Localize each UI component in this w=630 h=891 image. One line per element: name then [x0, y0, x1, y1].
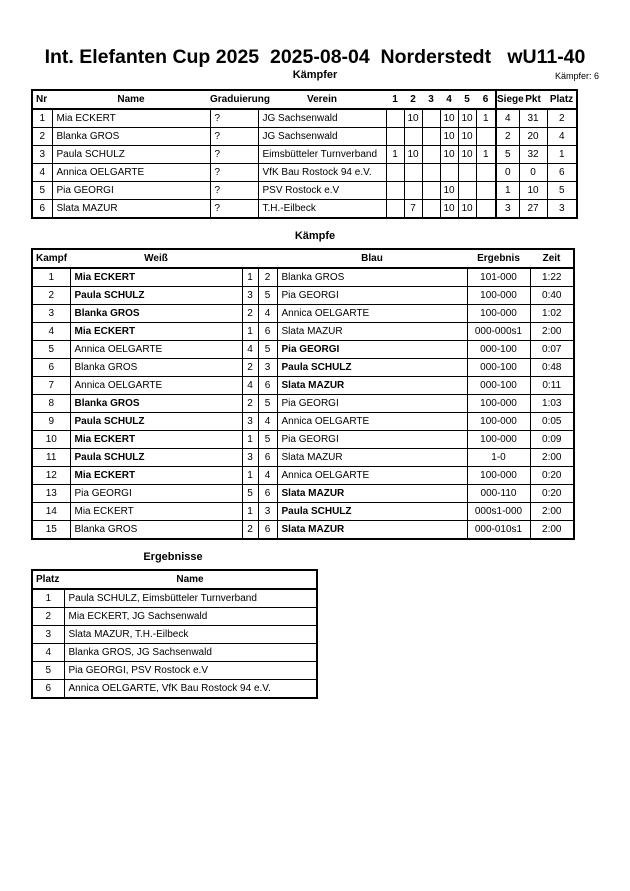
fighter-pkt: 31 — [519, 109, 547, 128]
fight-nr: 14 — [32, 503, 70, 521]
fighter-siege: 3 — [496, 200, 519, 219]
results-header-row — [32, 570, 317, 589]
fight-row — [32, 431, 574, 449]
fight-white: Mia ECKERT — [70, 431, 242, 449]
fighter-score-3 — [422, 146, 440, 164]
fighter-score-4: 10 — [440, 109, 458, 128]
fight-blue: Slata MAZUR — [277, 323, 467, 341]
fighter-score-2 — [404, 164, 422, 182]
result-name: Mia ECKERT, JG Sachsenwald — [64, 608, 317, 626]
fight-blue-nr: 3 — [258, 359, 277, 377]
fighter-siege: 2 — [496, 128, 519, 146]
fight-white-nr: 1 — [242, 323, 258, 341]
fight-result: 000-100 — [467, 377, 530, 395]
fight-white: Mia ECKERT — [70, 467, 242, 485]
fight-white-nr: 2 — [242, 521, 258, 540]
fight-time: 2:00 — [530, 521, 574, 540]
fight-nr: 13 — [32, 485, 70, 503]
fighter-score-3 — [422, 182, 440, 200]
fight-blue-nr: 6 — [258, 323, 277, 341]
result-platz: 6 — [32, 680, 64, 699]
fight-nr: 2 — [32, 287, 70, 305]
fight-blue: Slata MAZUR — [277, 485, 467, 503]
fight-blue-nr: 2 — [258, 268, 277, 287]
fight-row — [32, 467, 574, 485]
fight-time: 0:11 — [530, 377, 574, 395]
fight-row — [32, 268, 574, 287]
col-graduierung: Graduierung — [210, 90, 258, 109]
fight-white-nr: 1 — [242, 467, 258, 485]
fighter-pkt: 10 — [519, 182, 547, 200]
fight-row — [32, 503, 574, 521]
fight-row — [32, 485, 574, 503]
fight-result: 100-000 — [467, 467, 530, 485]
col-blau: Blau — [277, 249, 467, 268]
fight-row — [32, 359, 574, 377]
fight-blue-nr: 4 — [258, 413, 277, 431]
fighter-verein: JG Sachsenwald — [258, 109, 386, 128]
fight-result: 100-000 — [467, 431, 530, 449]
fighter-platz: 4 — [547, 128, 577, 146]
fighter-pkt: 0 — [519, 164, 547, 182]
col-siege: Siege — [496, 90, 519, 109]
fight-white-nr: 2 — [242, 359, 258, 377]
fighter-graduierung: ? — [210, 164, 258, 182]
fight-time: 0:40 — [530, 287, 574, 305]
fight-white-nr: 5 — [242, 485, 258, 503]
fight-blue: Annica OELGARTE — [277, 305, 467, 323]
fighter-row — [32, 146, 577, 164]
col-3: 3 — [422, 90, 440, 109]
fight-time: 1:03 — [530, 395, 574, 413]
fighter-pkt: 27 — [519, 200, 547, 219]
fights-table — [31, 248, 575, 540]
col-kampf: Kampf — [32, 249, 70, 268]
fighter-score-4: 10 — [440, 128, 458, 146]
fighter-score-6: 1 — [476, 146, 496, 164]
col-weiss: Weiß — [70, 249, 242, 268]
fight-blue: Annica OELGARTE — [277, 467, 467, 485]
col-1: 1 — [386, 90, 404, 109]
fight-white-nr: 3 — [242, 413, 258, 431]
result-row — [32, 680, 317, 699]
fighter-score-1: 1 — [386, 146, 404, 164]
fight-time: 2:00 — [530, 449, 574, 467]
fight-white-nr: 3 — [242, 449, 258, 467]
fight-nr: 6 — [32, 359, 70, 377]
fight-row — [32, 395, 574, 413]
fighter-verein: VfK Bau Rostock 94 e.V. — [258, 164, 386, 182]
fight-nr: 8 — [32, 395, 70, 413]
fighter-graduierung: ? — [210, 128, 258, 146]
fight-white: Mia ECKERT — [70, 268, 242, 287]
result-name: Slata MAZUR, T.H.-Eilbeck — [64, 626, 317, 644]
fight-white: Mia ECKERT — [70, 323, 242, 341]
fighter-pkt: 20 — [519, 128, 547, 146]
fight-blue: Pia GEORGI — [277, 395, 467, 413]
fighter-score-3 — [422, 164, 440, 182]
fighter-count: Kämpfer: 6 — [554, 71, 599, 81]
col-name: Name — [52, 90, 210, 109]
fighter-score-4: 10 — [440, 182, 458, 200]
result-platz: 4 — [32, 644, 64, 662]
fight-nr: 9 — [32, 413, 70, 431]
fight-result: 000-100 — [467, 359, 530, 377]
fighter-graduierung: ? — [210, 109, 258, 128]
fight-blue-nr: 5 — [258, 431, 277, 449]
fight-row — [32, 305, 574, 323]
fighter-name: Mia ECKERT — [52, 109, 210, 128]
fight-time: 2:00 — [530, 323, 574, 341]
fighter-nr: 5 — [32, 182, 52, 200]
fight-blue: Pia GEORGI — [277, 287, 467, 305]
fight-result: 100-000 — [467, 413, 530, 431]
fighter-siege: 4 — [496, 109, 519, 128]
fight-white: Blanka GROS — [70, 395, 242, 413]
fighter-score-3 — [422, 200, 440, 219]
fighter-score-4: 10 — [440, 200, 458, 219]
col-platz: Platz — [547, 90, 577, 109]
fight-nr: 15 — [32, 521, 70, 540]
fighter-nr: 1 — [32, 109, 52, 128]
fight-nr: 11 — [32, 449, 70, 467]
fighter-score-5: 10 — [458, 200, 476, 219]
fighters-header-row — [32, 90, 577, 109]
fight-time: 2:00 — [530, 503, 574, 521]
fights-heading: Kämpfe — [294, 230, 336, 242]
fight-result: 100-000 — [467, 395, 530, 413]
fighter-siege: 5 — [496, 146, 519, 164]
fighter-graduierung: ? — [210, 146, 258, 164]
fighter-name: Slata MAZUR — [52, 200, 210, 219]
fight-nr: 4 — [32, 323, 70, 341]
results-heading: Ergebnisse — [143, 551, 203, 563]
fights-header-row — [32, 249, 574, 268]
fight-nr: 10 — [32, 431, 70, 449]
fighter-verein: T.H.-Eilbeck — [258, 200, 386, 219]
fighter-nr: 6 — [32, 200, 52, 219]
fight-blue: Pia GEORGI — [277, 341, 467, 359]
result-name: Blanka GROS, JG Sachsenwald — [64, 644, 317, 662]
fighter-score-5: 10 — [458, 128, 476, 146]
fighter-score-2 — [404, 182, 422, 200]
col-white-nr — [242, 249, 258, 268]
fighter-row — [32, 109, 577, 128]
col-5: 5 — [458, 90, 476, 109]
fight-white-nr: 2 — [242, 305, 258, 323]
col-zeit: Zeit — [530, 249, 574, 268]
fight-time: 0:48 — [530, 359, 574, 377]
col-blue-nr — [258, 249, 277, 268]
fighter-score-4 — [440, 164, 458, 182]
col-verein: Verein — [258, 90, 386, 109]
col-ergebnis: Ergebnis — [467, 249, 530, 268]
result-name: Paula SCHULZ, Eimsbütteler Turnverband — [64, 589, 317, 608]
fighter-siege: 1 — [496, 182, 519, 200]
fight-row — [32, 449, 574, 467]
fight-nr: 1 — [32, 268, 70, 287]
fighter-score-3 — [422, 109, 440, 128]
fighter-score-6 — [476, 182, 496, 200]
fight-blue: Slata MAZUR — [277, 449, 467, 467]
fighter-row — [32, 182, 577, 200]
fight-row — [32, 413, 574, 431]
result-platz: 3 — [32, 626, 64, 644]
fight-blue-nr: 6 — [258, 485, 277, 503]
fighter-row — [32, 128, 577, 146]
fight-blue: Slata MAZUR — [277, 377, 467, 395]
fight-white-nr: 1 — [242, 431, 258, 449]
fight-white: Blanka GROS — [70, 305, 242, 323]
fight-blue: Slata MAZUR — [277, 521, 467, 540]
fight-white-nr: 1 — [242, 268, 258, 287]
fight-blue: Blanka GROS — [277, 268, 467, 287]
fight-white: Annica OELGARTE — [70, 377, 242, 395]
fighter-nr: 4 — [32, 164, 52, 182]
result-row — [32, 589, 317, 608]
col-4: 4 — [440, 90, 458, 109]
fighter-score-5 — [458, 182, 476, 200]
fighter-score-5: 10 — [458, 146, 476, 164]
fighter-score-1 — [386, 164, 404, 182]
fight-blue-nr: 4 — [258, 305, 277, 323]
fighter-name: Pia GEORGI — [52, 182, 210, 200]
fight-nr: 12 — [32, 467, 70, 485]
fight-white: Annica OELGARTE — [70, 341, 242, 359]
fight-time: 0:09 — [530, 431, 574, 449]
fight-blue: Annica OELGARTE — [277, 413, 467, 431]
fighter-name: Paula SCHULZ — [52, 146, 210, 164]
fight-result: 100-000 — [467, 287, 530, 305]
fight-result: 000-010s1 — [467, 521, 530, 540]
fight-white-nr: 4 — [242, 341, 258, 359]
col-pkt: Pkt — [519, 90, 547, 109]
col-2: 2 — [404, 90, 422, 109]
fight-blue-nr: 5 — [258, 287, 277, 305]
fighter-score-5 — [458, 164, 476, 182]
col-6: 6 — [476, 90, 496, 109]
page-title: Int. Elefanten Cup 2025 2025-08-04 Norderstedt wU11-40 — [44, 46, 586, 68]
fighter-score-6 — [476, 128, 496, 146]
fight-white: Blanka GROS — [70, 521, 242, 540]
fighter-graduierung: ? — [210, 200, 258, 219]
fighter-platz: 6 — [547, 164, 577, 182]
fight-result: 000-100 — [467, 341, 530, 359]
fighter-score-1 — [386, 182, 404, 200]
fight-time: 1:22 — [530, 268, 574, 287]
fight-time: 0:20 — [530, 467, 574, 485]
fight-time: 0:05 — [530, 413, 574, 431]
fighter-verein: JG Sachsenwald — [258, 128, 386, 146]
fighter-score-3 — [422, 128, 440, 146]
fight-time: 1:02 — [530, 305, 574, 323]
fight-result: 000s1-000 — [467, 503, 530, 521]
fight-row — [32, 377, 574, 395]
fighter-row — [32, 164, 577, 182]
fighter-score-2: 10 — [404, 109, 422, 128]
fight-white: Paula SCHULZ — [70, 413, 242, 431]
fight-result: 101-000 — [467, 268, 530, 287]
fighter-platz: 3 — [547, 200, 577, 219]
fighter-score-1 — [386, 128, 404, 146]
fight-blue: Paula SCHULZ — [277, 359, 467, 377]
fighter-name: Annica OELGARTE — [52, 164, 210, 182]
fighter-score-6: 1 — [476, 109, 496, 128]
fighter-nr: 2 — [32, 128, 52, 146]
fighter-platz: 1 — [547, 146, 577, 164]
fighter-verein: Eimsbütteler Turnverband — [258, 146, 386, 164]
result-row — [32, 608, 317, 626]
fight-blue-nr: 4 — [258, 467, 277, 485]
fighter-score-6 — [476, 200, 496, 219]
fighter-siege: 0 — [496, 164, 519, 182]
result-platz: 1 — [32, 589, 64, 608]
fight-blue: Paula SCHULZ — [277, 503, 467, 521]
fighter-name: Blanka GROS — [52, 128, 210, 146]
fighter-verein: PSV Rostock e.V — [258, 182, 386, 200]
fight-nr: 3 — [32, 305, 70, 323]
fighter-row — [32, 200, 577, 219]
fight-result: 100-000 — [467, 305, 530, 323]
fight-blue-nr: 5 — [258, 395, 277, 413]
result-name: Pia GEORGI, PSV Rostock e.V — [64, 662, 317, 680]
fight-white-nr: 3 — [242, 287, 258, 305]
fight-row — [32, 287, 574, 305]
fight-nr: 5 — [32, 341, 70, 359]
fight-white: Paula SCHULZ — [70, 449, 242, 467]
fight-white-nr: 1 — [242, 503, 258, 521]
fighter-platz: 2 — [547, 109, 577, 128]
fighter-score-4: 10 — [440, 146, 458, 164]
fight-time: 0:20 — [530, 485, 574, 503]
fight-row — [32, 323, 574, 341]
fight-white: Paula SCHULZ — [70, 287, 242, 305]
fighter-score-2: 7 — [404, 200, 422, 219]
fight-result: 1-0 — [467, 449, 530, 467]
fight-blue-nr: 6 — [258, 377, 277, 395]
fight-blue-nr: 6 — [258, 449, 277, 467]
fight-blue-nr: 5 — [258, 341, 277, 359]
fight-nr: 7 — [32, 377, 70, 395]
result-platz: 2 — [32, 608, 64, 626]
fight-time: 0:07 — [530, 341, 574, 359]
fight-result: 000-000s1 — [467, 323, 530, 341]
result-name: Annica OELGARTE, VfK Bau Rostock 94 e.V. — [64, 680, 317, 699]
fight-blue-nr: 3 — [258, 503, 277, 521]
fight-row — [32, 521, 574, 540]
fighter-nr: 3 — [32, 146, 52, 164]
result-row — [32, 662, 317, 680]
fight-blue: Pia GEORGI — [277, 431, 467, 449]
result-platz: 5 — [32, 662, 64, 680]
results-table — [31, 569, 318, 699]
fight-row — [32, 341, 574, 359]
fighters-heading: Kämpfer — [292, 69, 338, 81]
fight-white-nr: 2 — [242, 395, 258, 413]
fighter-score-2 — [404, 128, 422, 146]
fighter-graduierung: ? — [210, 182, 258, 200]
fight-blue-nr: 6 — [258, 521, 277, 540]
fighter-score-1 — [386, 109, 404, 128]
fight-white: Mia ECKERT — [70, 503, 242, 521]
result-row — [32, 644, 317, 662]
col-nr: Nr — [32, 90, 52, 109]
result-row — [32, 626, 317, 644]
fighter-score-1 — [386, 200, 404, 219]
fight-white: Blanka GROS — [70, 359, 242, 377]
fighter-score-5: 10 — [458, 109, 476, 128]
fighter-platz: 5 — [547, 182, 577, 200]
col-platz: Platz — [32, 570, 64, 589]
fight-result: 000-110 — [467, 485, 530, 503]
fighter-score-6 — [476, 164, 496, 182]
fight-white-nr: 4 — [242, 377, 258, 395]
col-name: Name — [64, 570, 317, 589]
fight-white: Pia GEORGI — [70, 485, 242, 503]
fighters-table — [31, 89, 578, 219]
fighter-score-2: 10 — [404, 146, 422, 164]
fighter-pkt: 32 — [519, 146, 547, 164]
